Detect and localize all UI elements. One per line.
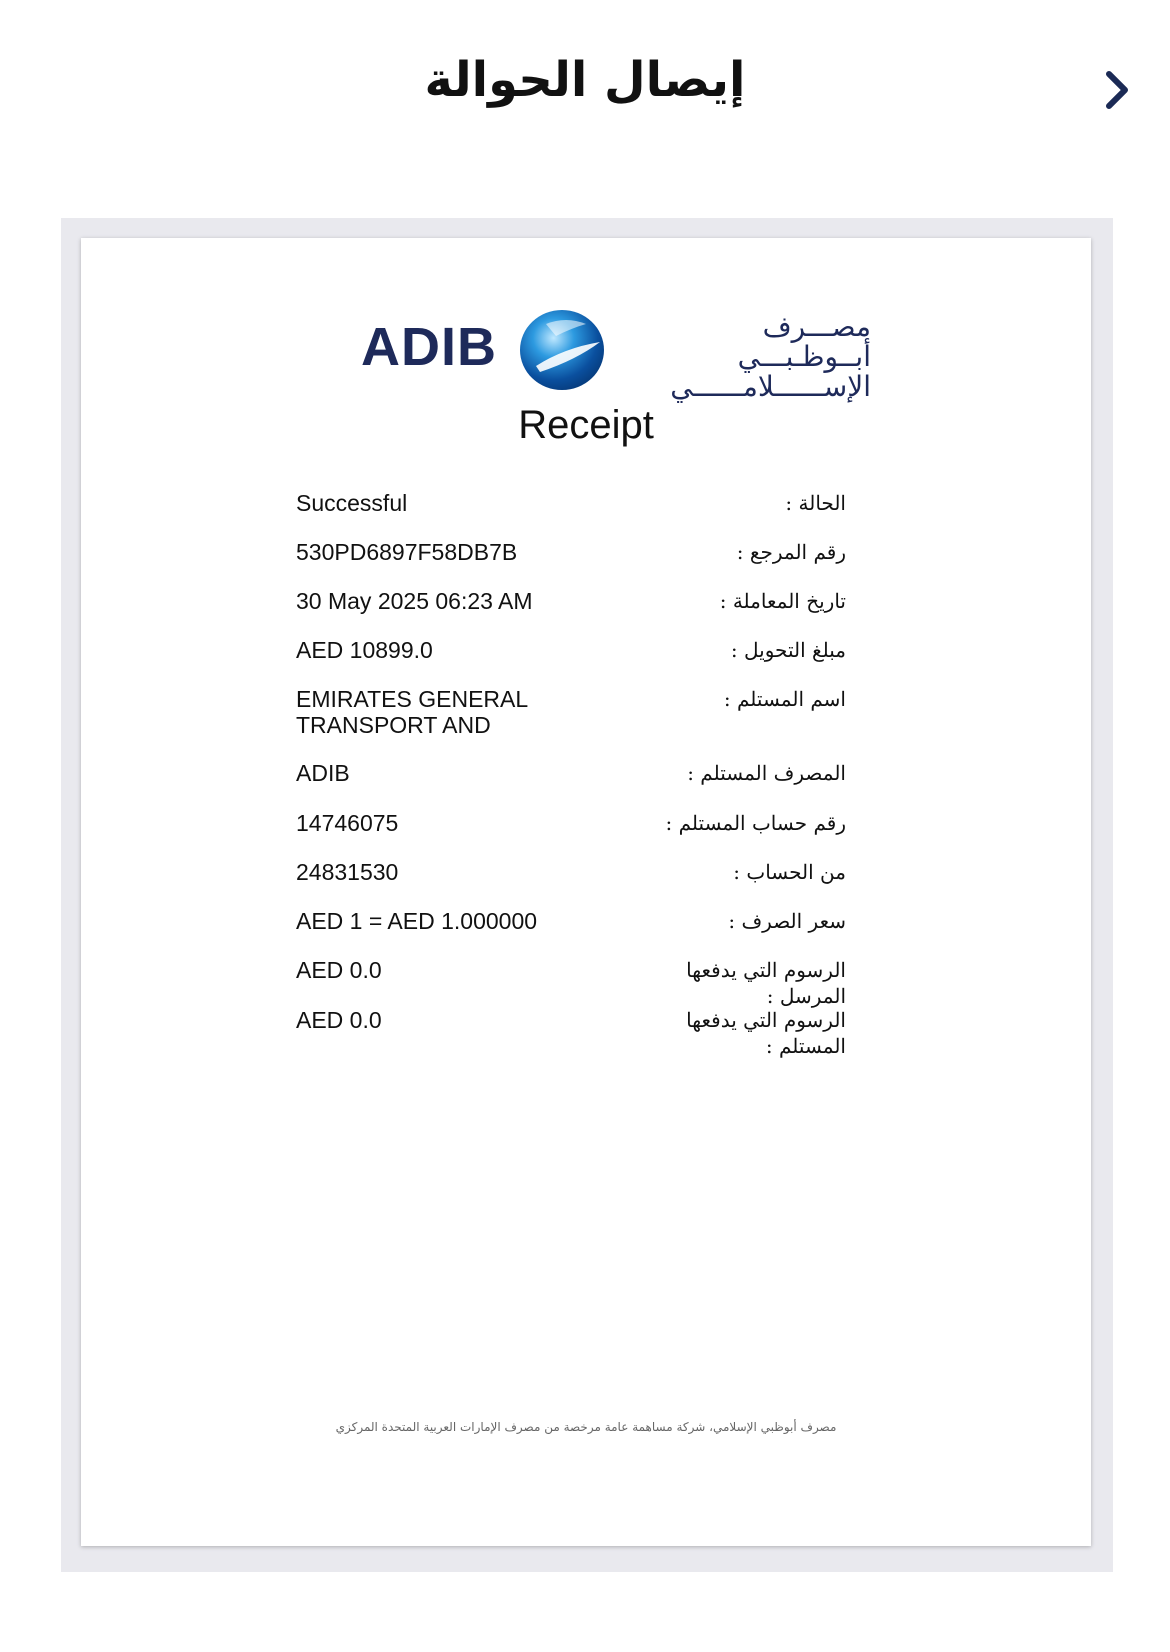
detail-value: 530PD6897F58DB7B — [296, 539, 518, 565]
detail-value: AED 0.0 — [296, 957, 382, 983]
logo-latin-text: ADIB — [361, 317, 497, 377]
detail-label: اسم المستلم : — [723, 687, 846, 711]
detail-value-line2: TRANSPORT AND — [296, 712, 491, 738]
detail-label: المصرف المستلم : — [687, 761, 846, 785]
detail-value — [296, 686, 626, 738]
page-title: إيصال الحوالة — [424, 52, 746, 108]
detail-value: 24831530 — [296, 859, 399, 885]
detail-value: ADIB — [296, 760, 350, 786]
receipt-footer-note: مصرف أبوظبي الإسلامي، شركة مساهمة عامة مرخصة من مصرف الإمارات العربية المتحدة المركزي — [335, 1420, 837, 1434]
detail-value-line1: EMIRATES GENERAL — [296, 686, 529, 712]
detail-value: 14746075 — [296, 810, 399, 836]
detail-label: من الحساب : — [733, 860, 846, 884]
detail-label: الرسوم التي يدفعها المرسل : — [686, 958, 846, 1008]
adib-globe-icon — [516, 308, 608, 392]
detail-label: تاريخ المعاملة : — [719, 589, 846, 613]
detail-value: AED 0.0 — [296, 1007, 382, 1033]
logo-arabic-line2: الإســــــلامــــــي — [670, 370, 871, 403]
detail-value: AED 10899.0 — [296, 637, 433, 663]
detail-value: Successful — [296, 490, 408, 516]
chevron-right-icon — [1095, 60, 1155, 120]
detail-label: مبلغ التحويل : — [730, 638, 846, 662]
detail-label: رقم المرجع : — [736, 540, 846, 564]
top-navigation-bar — [0, 0, 1170, 190]
detail-value: 30 May 2025 06:23 AM — [296, 588, 533, 614]
detail-label: رقم حساب المستلم : — [665, 811, 846, 835]
detail-label: سعر الصرف : — [728, 909, 846, 933]
adib-logo — [361, 308, 871, 403]
back-button[interactable] — [1095, 60, 1155, 120]
logo-arabic-line1: مصـــرف أبــوظـبـــي — [737, 310, 871, 373]
receipt-document-viewer[interactable] — [61, 218, 1113, 1572]
detail-value: AED 1 = AED 1.000000 — [296, 908, 538, 934]
receipt-page — [81, 238, 1091, 1546]
detail-label: الحالة : — [785, 491, 846, 515]
detail-label: الرسوم التي يدفعها المستلم : — [686, 1008, 846, 1058]
receipt-heading: Receipt — [518, 403, 654, 447]
logo-arabic-text — [621, 312, 871, 402]
